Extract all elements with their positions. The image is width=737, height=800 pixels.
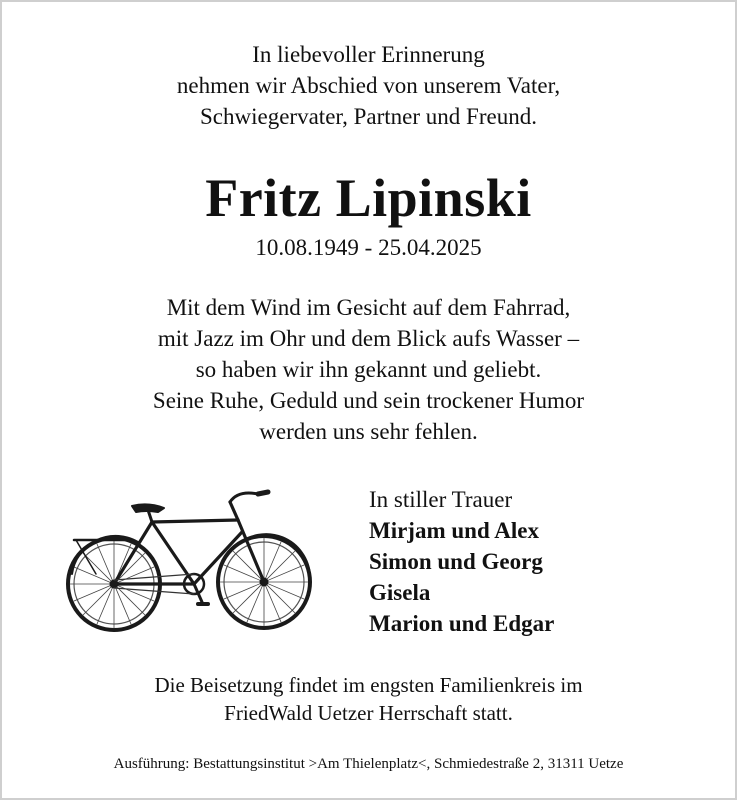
burial-line: Die Beisetzung findet im engsten Familienkreis im (154, 673, 583, 697)
memorial-line: so haben wir ihn gekannt und geliebt. (195, 357, 542, 382)
intro-text (2, 39, 735, 132)
burial-line: FriedWald Uetzer Herrschaft statt. (224, 701, 513, 725)
burial-notice (2, 671, 735, 727)
intro-line: Schwiegervater, Partner und Freund. (200, 104, 537, 129)
memorial-line: werden uns sehr fehlen. (259, 419, 478, 444)
memorial-line: Mit dem Wind im Gesicht auf dem Fahrrad, (166, 295, 571, 320)
deceased-name: Fritz Lipinski (205, 168, 532, 228)
memorial-line: mit Jazz im Ohr und dem Blick aufs Wasser – (157, 326, 580, 351)
funeral-home-credit: Ausführung: Bestattungsinstitut >Am Thielenplatz<, Schmiedestraße 2, 31311 Uetze (113, 756, 624, 772)
intro-line: In liebevoller Erinnerung (252, 42, 485, 67)
mourner-name: Simon und Georg (369, 549, 543, 574)
mourners-heading: In stiller Trauer (369, 487, 513, 512)
mourner-name: Mirjam und Alex (369, 518, 539, 543)
life-dates: 10.08.1949 - 25.04.2025 (255, 235, 482, 260)
memorial-text (2, 292, 735, 447)
mourners-list (369, 484, 554, 639)
bicycle-icon (62, 484, 322, 634)
memorial-line: Seine Ruhe, Geduld und sein trockener Humor (152, 388, 585, 413)
mourner-name: Gisela (369, 580, 431, 605)
mourner-name: Marion und Edgar (369, 611, 555, 636)
intro-line: nehmen wir Abschied von unserem Vater, (176, 73, 561, 98)
